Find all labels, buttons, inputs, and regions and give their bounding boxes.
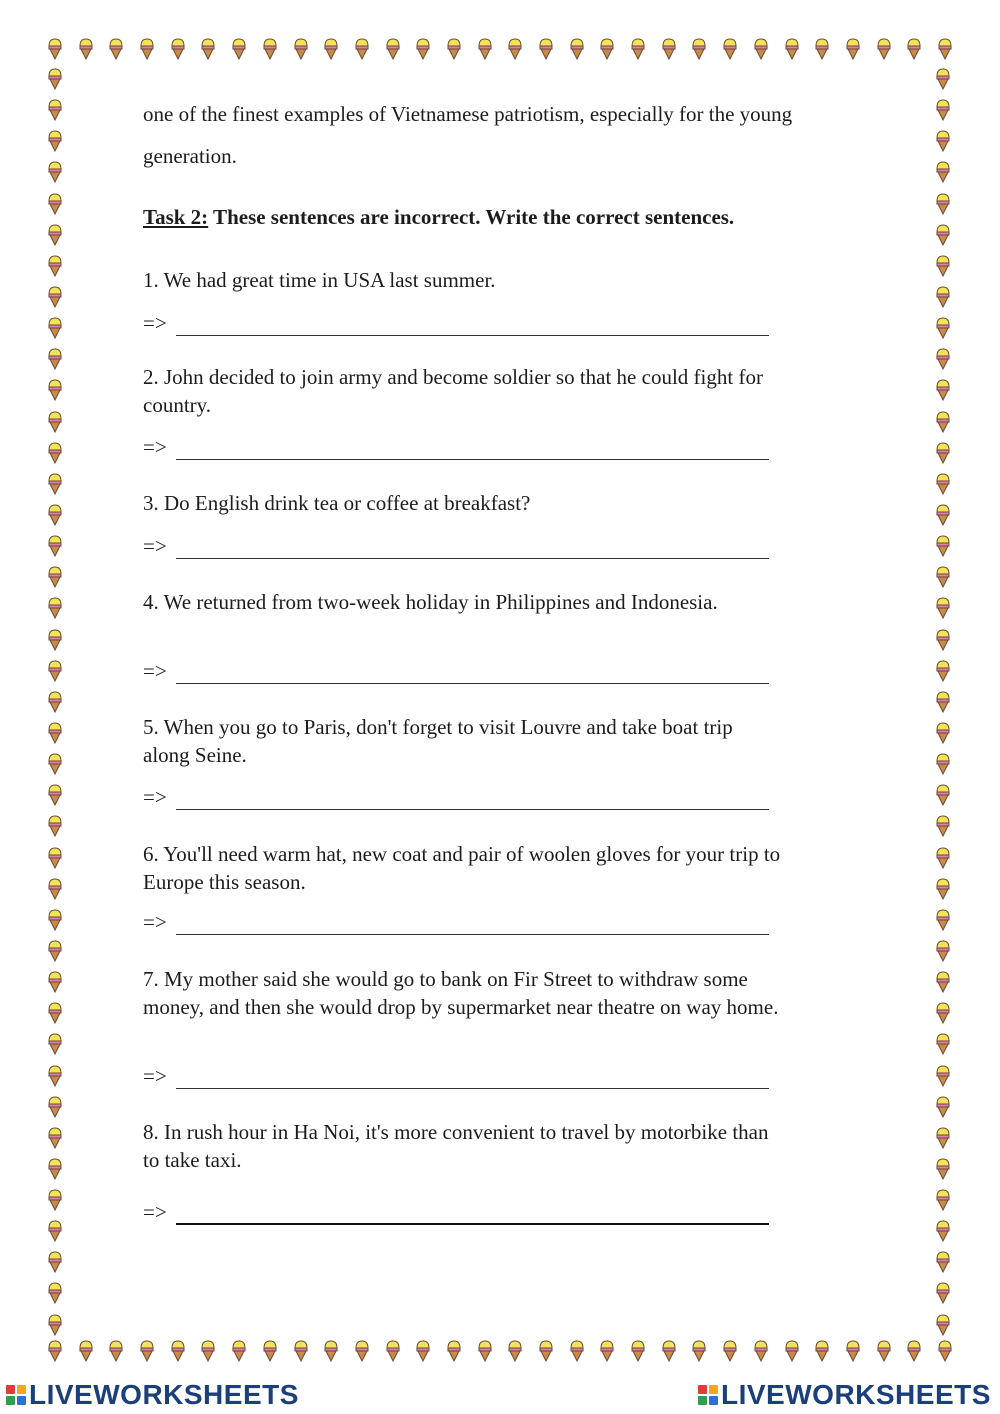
ice-cream-cone-icon bbox=[936, 971, 950, 993]
answer-row-7 bbox=[143, 1062, 773, 1090]
ice-cream-cone-icon bbox=[48, 99, 62, 121]
ice-cream-cone-icon bbox=[232, 1340, 246, 1362]
ice-cream-cone-icon bbox=[508, 38, 522, 60]
ice-cream-cone-icon bbox=[48, 224, 62, 246]
ice-cream-cone-icon bbox=[171, 38, 185, 60]
ice-cream-cone-icon bbox=[386, 1340, 400, 1362]
ice-cream-cone-icon bbox=[936, 878, 950, 900]
ice-cream-cone-icon bbox=[936, 255, 950, 277]
ice-cream-cone-icon bbox=[938, 38, 952, 60]
answer-row-6 bbox=[143, 908, 773, 936]
ice-cream-cone-icon bbox=[232, 38, 246, 60]
ice-cream-cone-icon bbox=[938, 1340, 952, 1362]
ice-cream-cone-icon bbox=[48, 1127, 62, 1149]
ice-cream-cone-icon bbox=[936, 1189, 950, 1211]
ice-cream-cone-icon bbox=[324, 38, 338, 60]
ice-cream-cone-icon bbox=[936, 1002, 950, 1024]
answer-line-4[interactable] bbox=[176, 683, 769, 684]
ice-cream-cone-icon bbox=[416, 1340, 430, 1362]
logo-blocks-icon bbox=[698, 1385, 718, 1405]
ice-cream-cone-icon bbox=[478, 1340, 492, 1362]
ice-cream-cone-icon bbox=[936, 348, 950, 370]
ice-cream-cone-icon bbox=[662, 38, 676, 60]
ice-cream-cone-icon bbox=[936, 1127, 950, 1149]
ice-cream-cone-icon bbox=[416, 38, 430, 60]
ice-cream-cone-icon bbox=[539, 38, 553, 60]
ice-cream-cone-icon bbox=[48, 971, 62, 993]
ice-cream-cone-icon bbox=[936, 1251, 950, 1273]
ice-cream-cone-icon bbox=[48, 130, 62, 152]
ice-cream-cone-icon bbox=[662, 1340, 676, 1362]
ice-cream-cone-icon bbox=[171, 1340, 185, 1362]
ice-cream-cone-icon bbox=[815, 1340, 829, 1362]
liveworksheets-logo-right[interactable] bbox=[698, 1379, 991, 1411]
ice-cream-cone-icon bbox=[48, 566, 62, 588]
answer-line-7[interactable] bbox=[176, 1088, 769, 1089]
question-2: 2. John decided to join army and become soldier so that he could fight for country. bbox=[143, 365, 763, 417]
ice-cream-cone-icon bbox=[386, 38, 400, 60]
ice-cream-cone-icon bbox=[692, 1340, 706, 1362]
logo-block-icon bbox=[698, 1385, 707, 1394]
ice-cream-cone-icon bbox=[936, 1314, 950, 1336]
logo-block-icon bbox=[6, 1385, 15, 1394]
ice-cream-cone-icon bbox=[48, 442, 62, 464]
ice-cream-cone-icon bbox=[48, 411, 62, 433]
answer-line-8[interactable] bbox=[176, 1223, 769, 1225]
logo-block-icon bbox=[17, 1396, 26, 1405]
ice-cream-cone-icon bbox=[936, 660, 950, 682]
question-8: 8. In rush hour in Ha Noi, it's more convenient to travel by motorbike than to take taxi. bbox=[143, 1120, 769, 1172]
ice-cream-cone-icon bbox=[936, 815, 950, 837]
ice-cream-cone-icon bbox=[936, 691, 950, 713]
ice-cream-cone-icon bbox=[48, 348, 62, 370]
ice-cream-cone-icon bbox=[785, 1340, 799, 1362]
ice-cream-cone-icon bbox=[48, 753, 62, 775]
ice-cream-cone-icon bbox=[570, 1340, 584, 1362]
ice-cream-cone-icon bbox=[48, 68, 62, 90]
answer-line-6[interactable] bbox=[176, 934, 769, 935]
ice-cream-cone-icon bbox=[48, 317, 62, 339]
ice-cream-cone-icon bbox=[936, 1033, 950, 1055]
logo-text: LIVEWORKSHEETS bbox=[29, 1379, 299, 1410]
ice-cream-cone-icon bbox=[355, 38, 369, 60]
ice-cream-cone-icon bbox=[48, 286, 62, 308]
ice-cream-cone-icon bbox=[936, 411, 950, 433]
ice-cream-cone-icon bbox=[48, 597, 62, 619]
ice-cream-cone-icon bbox=[447, 38, 461, 60]
ice-cream-cone-icon bbox=[48, 161, 62, 183]
ice-cream-cone-icon bbox=[936, 193, 950, 215]
ice-cream-cone-icon bbox=[48, 535, 62, 557]
question-4: 4. We returned from two-week holiday in Philippines and Indonesia. bbox=[143, 590, 718, 614]
ice-cream-cone-icon bbox=[936, 99, 950, 121]
logo-block-icon bbox=[709, 1385, 718, 1394]
ice-cream-cone-icon bbox=[936, 442, 950, 464]
ice-cream-cone-icon bbox=[48, 1340, 62, 1362]
decorative-border-right bbox=[936, 68, 952, 1336]
ice-cream-cone-icon bbox=[907, 38, 921, 60]
ice-cream-cone-icon bbox=[936, 597, 950, 619]
task-heading bbox=[143, 203, 734, 231]
answer-row-8 bbox=[143, 1198, 773, 1226]
question-3: 3. Do English drink tea or coffee at breakfast? bbox=[143, 491, 531, 515]
ice-cream-cone-icon bbox=[754, 38, 768, 60]
ice-cream-cone-icon bbox=[48, 1189, 62, 1211]
ice-cream-cone-icon bbox=[48, 660, 62, 682]
ice-cream-cone-icon bbox=[48, 38, 62, 60]
ice-cream-cone-icon bbox=[48, 1158, 62, 1180]
ice-cream-cone-icon bbox=[936, 1065, 950, 1087]
question-5: 5. When you go to Paris, don't forget to visit Louvre and take boat trip along Seine. bbox=[143, 715, 733, 767]
ice-cream-cone-icon bbox=[936, 722, 950, 744]
answer-row-1 bbox=[143, 309, 773, 337]
answer-arrow: => bbox=[143, 435, 167, 459]
logo-block-icon bbox=[17, 1385, 26, 1394]
answer-row-2 bbox=[143, 433, 773, 461]
ice-cream-cone-icon bbox=[48, 784, 62, 806]
ice-cream-cone-icon bbox=[785, 38, 799, 60]
ice-cream-cone-icon bbox=[600, 1340, 614, 1362]
logo-blocks-icon bbox=[6, 1385, 26, 1405]
ice-cream-cone-icon bbox=[48, 940, 62, 962]
logo-block-icon bbox=[709, 1396, 718, 1405]
logo-block-icon bbox=[698, 1396, 707, 1405]
ice-cream-cone-icon bbox=[815, 38, 829, 60]
answer-line-5[interactable] bbox=[176, 809, 769, 810]
ice-cream-cone-icon bbox=[907, 1340, 921, 1362]
answer-arrow: => bbox=[143, 1064, 167, 1088]
ice-cream-cone-icon bbox=[79, 38, 93, 60]
ice-cream-cone-icon bbox=[48, 629, 62, 651]
answer-arrow: => bbox=[143, 785, 167, 809]
ice-cream-cone-icon bbox=[631, 1340, 645, 1362]
ice-cream-cone-icon bbox=[263, 1340, 277, 1362]
ice-cream-cone-icon bbox=[723, 38, 737, 60]
logo-text: LIVEWORKSHEETS bbox=[721, 1379, 991, 1410]
ice-cream-cone-icon bbox=[936, 535, 950, 557]
ice-cream-cone-icon bbox=[109, 1340, 123, 1362]
ice-cream-cone-icon bbox=[48, 1096, 62, 1118]
ice-cream-cone-icon bbox=[631, 38, 645, 60]
ice-cream-cone-icon bbox=[936, 784, 950, 806]
ice-cream-cone-icon bbox=[48, 878, 62, 900]
ice-cream-cone-icon bbox=[846, 1340, 860, 1362]
ice-cream-cone-icon bbox=[570, 38, 584, 60]
ice-cream-cone-icon bbox=[48, 1033, 62, 1055]
ice-cream-cone-icon bbox=[48, 255, 62, 277]
ice-cream-cone-icon bbox=[877, 1340, 891, 1362]
ice-cream-cone-icon bbox=[48, 193, 62, 215]
ice-cream-cone-icon bbox=[936, 224, 950, 246]
ice-cream-cone-icon bbox=[355, 1340, 369, 1362]
ice-cream-cone-icon bbox=[294, 38, 308, 60]
answer-arrow: => bbox=[143, 534, 167, 558]
answer-arrow: => bbox=[143, 311, 167, 335]
question-1: 1. We had great time in USA last summer. bbox=[143, 268, 496, 292]
ice-cream-cone-icon bbox=[936, 629, 950, 651]
ice-cream-cone-icon bbox=[48, 1251, 62, 1273]
ice-cream-cone-icon bbox=[48, 473, 62, 495]
ice-cream-cone-icon bbox=[48, 1220, 62, 1242]
ice-cream-cone-icon bbox=[539, 1340, 553, 1362]
ice-cream-cone-icon bbox=[201, 1340, 215, 1362]
answer-arrow: => bbox=[143, 910, 167, 934]
ice-cream-cone-icon bbox=[48, 722, 62, 744]
answer-line-2[interactable] bbox=[176, 459, 769, 460]
answer-row-4 bbox=[143, 657, 773, 685]
ice-cream-cone-icon bbox=[936, 379, 950, 401]
ice-cream-cone-icon bbox=[294, 1340, 308, 1362]
decorative-border-bottom bbox=[48, 1340, 952, 1366]
ice-cream-cone-icon bbox=[48, 1282, 62, 1304]
ice-cream-cone-icon bbox=[79, 1340, 93, 1362]
ice-cream-cone-icon bbox=[936, 1282, 950, 1304]
ice-cream-cone-icon bbox=[936, 566, 950, 588]
ice-cream-cone-icon bbox=[936, 909, 950, 931]
ice-cream-cone-icon bbox=[936, 130, 950, 152]
ice-cream-cone-icon bbox=[48, 504, 62, 526]
ice-cream-cone-icon bbox=[936, 504, 950, 526]
ice-cream-cone-icon bbox=[936, 68, 950, 90]
task-instruction: These sentences are incorrect. Write the correct sentences. bbox=[208, 205, 735, 229]
ice-cream-cone-icon bbox=[48, 1314, 62, 1336]
answer-arrow: => bbox=[143, 1200, 167, 1224]
ice-cream-cone-icon bbox=[936, 1220, 950, 1242]
task-label: Task 2: bbox=[143, 205, 209, 229]
question-6: 6. You'll need warm hat, new coat and pair of woolen gloves for your trip to Europe this season. bbox=[143, 842, 781, 894]
ice-cream-cone-icon bbox=[201, 38, 215, 60]
logo-block-icon bbox=[6, 1396, 15, 1405]
decorative-border-left bbox=[48, 68, 64, 1336]
ice-cream-cone-icon bbox=[692, 38, 706, 60]
ice-cream-cone-icon bbox=[936, 847, 950, 869]
intro-text: one of the finest examples of Vietnamese patriotism, especially for the young generation. bbox=[143, 102, 793, 168]
answer-arrow: => bbox=[143, 659, 167, 683]
ice-cream-cone-icon bbox=[48, 691, 62, 713]
answer-row-5 bbox=[143, 783, 773, 811]
ice-cream-cone-icon bbox=[846, 38, 860, 60]
ice-cream-cone-icon bbox=[936, 161, 950, 183]
ice-cream-cone-icon bbox=[447, 1340, 461, 1362]
ice-cream-cone-icon bbox=[936, 286, 950, 308]
ice-cream-cone-icon bbox=[936, 940, 950, 962]
ice-cream-cone-icon bbox=[48, 815, 62, 837]
ice-cream-cone-icon bbox=[508, 1340, 522, 1362]
ice-cream-cone-icon bbox=[877, 38, 891, 60]
ice-cream-cone-icon bbox=[48, 847, 62, 869]
ice-cream-cone-icon bbox=[936, 1158, 950, 1180]
answer-line-3[interactable] bbox=[176, 558, 769, 559]
answer-row-3 bbox=[143, 532, 773, 560]
ice-cream-cone-icon bbox=[754, 1340, 768, 1362]
ice-cream-cone-icon bbox=[140, 1340, 154, 1362]
ice-cream-cone-icon bbox=[109, 38, 123, 60]
answer-line-1[interactable] bbox=[176, 335, 769, 336]
question-7: 7. My mother said she would go to bank on Fir Street to withdraw some money, and then she would drop by supermarket near theatre on way home. bbox=[143, 967, 779, 1019]
decorative-border-top bbox=[48, 38, 952, 64]
ice-cream-cone-icon bbox=[936, 317, 950, 339]
ice-cream-cone-icon bbox=[723, 1340, 737, 1362]
ice-cream-cone-icon bbox=[140, 38, 154, 60]
ice-cream-cone-icon bbox=[263, 38, 277, 60]
liveworksheets-logo-left[interactable] bbox=[6, 1379, 299, 1411]
ice-cream-cone-icon bbox=[478, 38, 492, 60]
ice-cream-cone-icon bbox=[936, 1096, 950, 1118]
ice-cream-cone-icon bbox=[48, 909, 62, 931]
ice-cream-cone-icon bbox=[48, 1002, 62, 1024]
ice-cream-cone-icon bbox=[48, 379, 62, 401]
ice-cream-cone-icon bbox=[936, 753, 950, 775]
ice-cream-cone-icon bbox=[936, 473, 950, 495]
ice-cream-cone-icon bbox=[600, 38, 614, 60]
ice-cream-cone-icon bbox=[48, 1065, 62, 1087]
ice-cream-cone-icon bbox=[324, 1340, 338, 1362]
